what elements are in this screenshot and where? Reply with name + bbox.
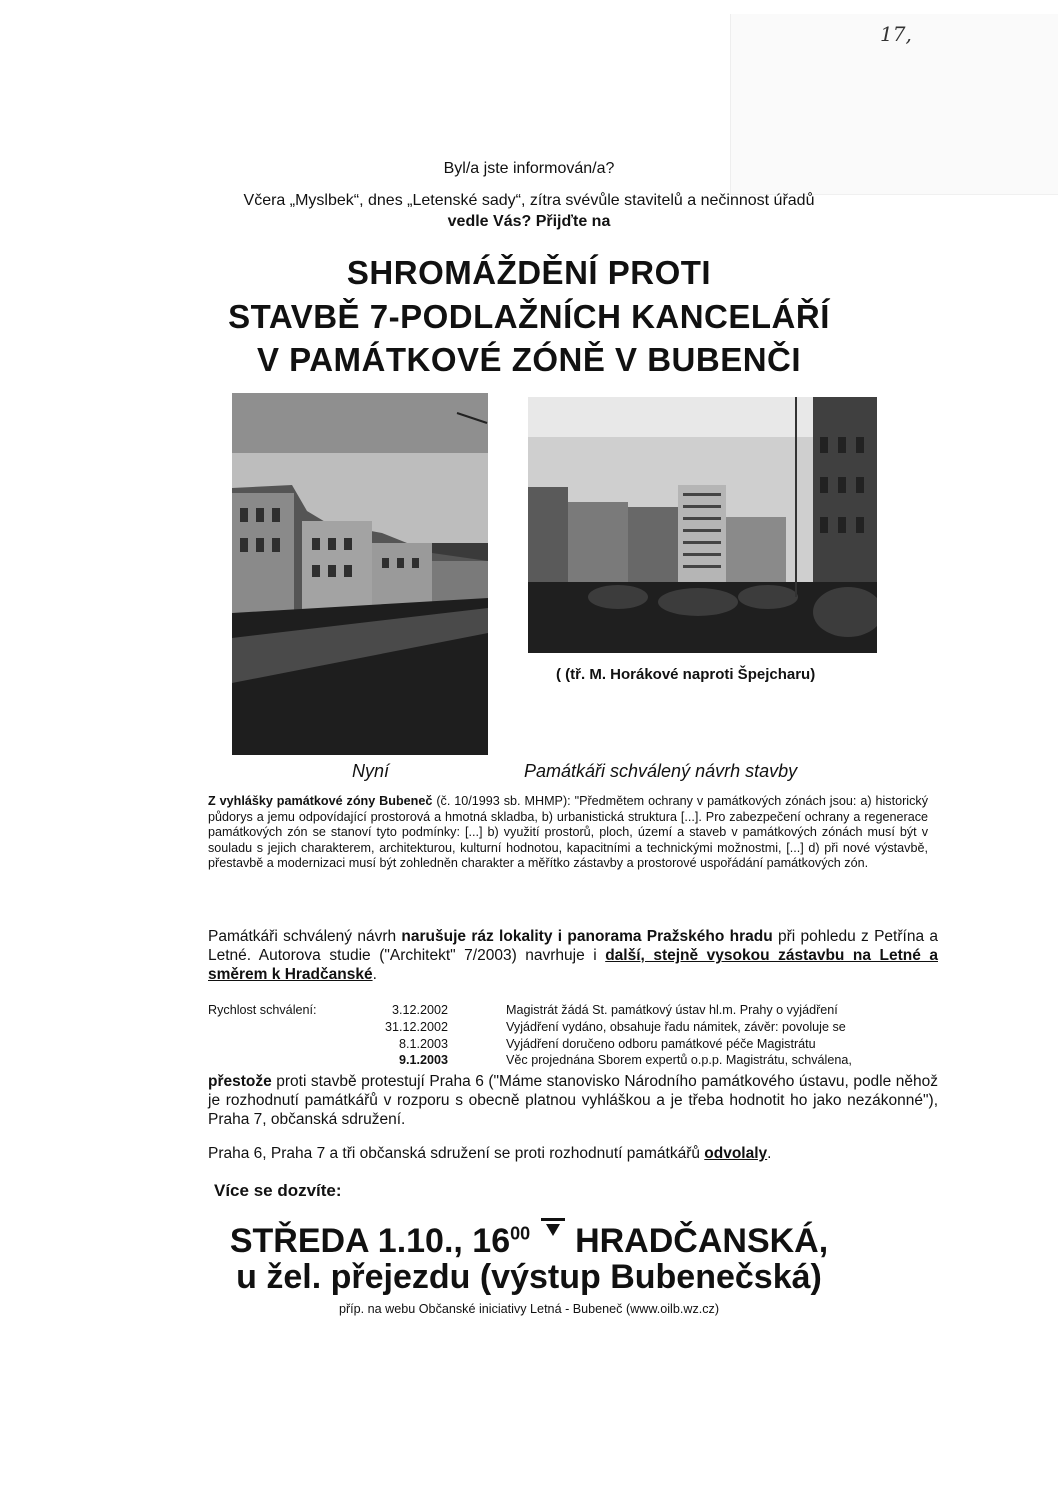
photo-current-street [232,393,488,755]
headline-line-1: SHROMÁŽDĚNÍ PROTI [346,254,712,291]
protest-paragraph [208,1072,938,1129]
timeline-date: 8.1.2003 [398,1037,448,1051]
timeline-date: 9.1.2003 [398,1053,448,1067]
headline-line-3: V PAMÁTKOVÉ ZÓNĚ V BUBENČI [256,341,802,378]
decree-quote [208,794,928,872]
proposal-photo-graphic [528,397,877,653]
decree-quote-text: (č. 10/1993 sb. MHMP): "Předmětem ochrany v památkových zónách jsou: a) historický půdorys a jemu odpovídající prostorová a hmotná skladba, b) urbanistická struktura [...]. Pro zabezpečení ochrany a regenerace památkových zón se stanoví tyto podmínky: [...] b) využití prostorů, ploch, území a staveb v památkových zónách musí být v souladu s jejich charakterem, architekturou, kulturní hodnotou, kapacitními a technickými možnostmi, [...] d) při nové výstavbě, přestavbě a modernizaci musí být zohledněn charakter a měřítko zástavby a prostorové uspořádání památkových zón. [208,794,928,870]
proposal-text-bold: narušuje ráz lokality i panorama Pražského hradu [401,928,773,945]
metro-logo-icon [540,1216,566,1238]
event-date-place [0,1216,1058,1261]
website-note: příp. na webu Občanské iniciativy Letná - Bubeneč (www.oilb.wz.cz) [338,1302,720,1316]
proposal-text-end: . [372,966,377,983]
appeal-text: Praha 6, Praha 7 a tři občanská sdružení se proti rozhodnutí památkářů [208,1145,705,1162]
photo-approved-proposal [528,397,877,653]
intro-call: vedle Vás? Přijďte na [447,213,611,230]
event-location: u žel. přejezdu (výstup Bubenečská) [236,1258,822,1296]
timeline-date: 3.12.2002 [391,1003,448,1017]
decree-quote-source: Z vyhlášky památkové zóny Bubeneč [208,794,433,808]
timeline-text: Věc projednána Sborem expertů o.p.p. Magistrátu, schválena, [506,1053,852,1067]
intro-question: Byl/a jste informován/a? [443,160,615,177]
timeline-text: Magistrát žádá St. památkový ústav hl.m. Prahy o vyjádření [506,1003,838,1017]
proposal-paragraph [208,927,938,984]
timeline-text: Vyjádření doručeno odboru památkové péče Magistrátu [506,1037,816,1051]
headline-line-2: STAVBĚ 7-PODLAŽNÍCH KANCELÁŘÍ [228,298,830,335]
intro-line: Včera „Myslbek“, dnes „Letenské sady“, zítra svévůle stavitelů a nečinnost úřadů [243,192,815,209]
protest-text: proti stavbě protestují Praha 6 ("Máme stanovisko Národního památkového ústavu, podle něhož je rozhodnutí památkářů v rozporu s obecně platnou vyhláškou a je třeba hodnotit ho jako nezákonné"), Praha 7, občanská sdružení. [208,1073,938,1128]
proposal-text-underlined: další, stejně vysokou zástavbu na Letné a směrem k Hradčanské [208,947,938,983]
proposal-text-a: Památkáři schválený návrh [208,928,402,945]
timeline-date: 31.12.2002 [384,1020,448,1034]
event-date: STŘEDA 1.10., 16 [229,1222,511,1260]
label-approved-proposal: Památkáři schválený návrh stavby [524,761,798,781]
street-photo-graphic [232,393,488,755]
event-time-minutes: 00 [510,1223,531,1244]
appeal-end: . [767,1145,772,1162]
appeal-bold: odvolaly [704,1145,768,1162]
protest-bold: přestože [208,1073,272,1090]
timeline-label: Rychlost schválení: [208,1003,317,1017]
appeal-paragraph [208,1145,771,1163]
event-place: HRADČANSKÁ, [575,1222,829,1260]
more-info-label: Více se dozvíte: [214,1181,342,1200]
page-number: 17, [880,22,912,46]
label-now: Nyní [352,761,390,781]
photo-caption: ( (tř. M. Horákové naproti Špejcharu) [556,666,816,683]
proposal-text-c: při pohledu z Petřína a Letné. Autorova studie ("Architekt" 7/2003) navrhuje i [208,928,939,964]
timeline-text: Vyjádření vydáno, obsahuje řadu námitek, závěr: povoluje se [506,1020,846,1034]
